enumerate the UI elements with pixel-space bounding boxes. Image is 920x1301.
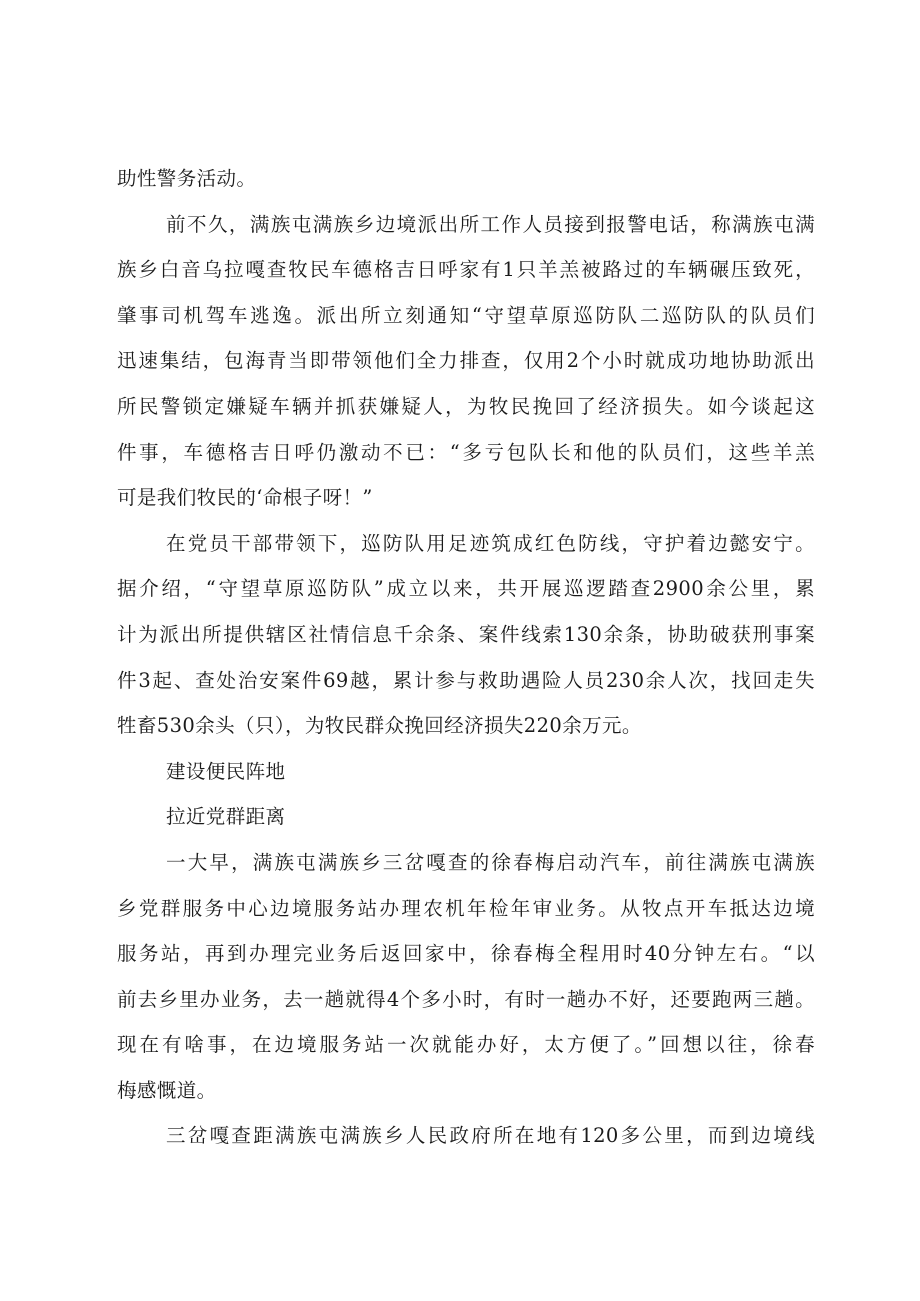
text-line: 所民警锁定嫌疑车辆并抓获嫌疑人，为牧民挽回了经济损失。如今谈起这 [117,394,815,418]
text-line: 前不久，满族屯满族乡边境派出所工作人员接到报警电话，称满族屯满 [166,212,815,236]
text-line: 件3起、查处治安案件69越，累计参与救助遇险人员230余人次，找回走失 [117,668,815,692]
text-line: 乡党群服务中心边境服务站办理农机年检年审业务。从牧点开车抵达边境 [117,896,815,920]
text-line: 牲畜530余头（只），为牧民群众挽回经济损失220余万元。 [117,714,642,738]
article-body [117,156,815,1159]
text-line: 拉近党群距离 [166,805,286,829]
text-line: 三岔嘎查距满族屯满族乡人民政府所在地有120多公里，而到边境线 [166,1124,815,1148]
text-line: 计为派出所提供辖区社情信息千余条、案件线索130余条，协助破获刑事案 [117,622,815,646]
text-line: 件事，车德格吉日呼仍激动不已：“多亏包队长和他的队员们，这些羊羔 [117,440,815,464]
text-line: 建设便民阵地 [166,759,286,783]
text-line: 一大早，满族屯满族乡三岔嘎查的徐春梅启动汽车，前往满族屯满族 [166,850,815,874]
text-line: 助性警务活动。 [117,167,257,190]
text-line: 据介绍，“守望草原巡防队”成立以来，共开展巡逻踏查2900余公里，累 [117,577,815,601]
text-line: 在党员干部带领下，巡防队用足迹筑成红色防线，守护着边懿安宁。 [166,531,815,555]
text-line: 族乡白音乌拉嘎查牧民车德格吉日呼家有1只羊羔被路过的车辆碾压致死， [117,258,815,282]
text-line: 迅速集结，包海青当即带领他们全力排查，仅用2个小时就成功地协助派出 [117,349,815,373]
text-line: 肇事司机驾车逃逸。派出所立刻通知“守望草原巡防队二巡防队的队员们 [117,303,815,327]
text-line: 前去乡里办业务，去一趟就得4个多小时，有时一趟办不好，还要跑两三趟。 [117,987,815,1011]
text-line: 可是我们牧民的‘命根子呀！” [117,486,373,510]
text-line: 现在有啥事，在边境服务站一次就能办好，太方便了。”回想以往，徐春 [117,1033,815,1057]
text-line: 梅感慨道。 [117,1078,217,1102]
text-line: 服务站，再到办理完业务后返回家中，徐春梅全程用时40分钟左右。“以 [117,942,815,966]
